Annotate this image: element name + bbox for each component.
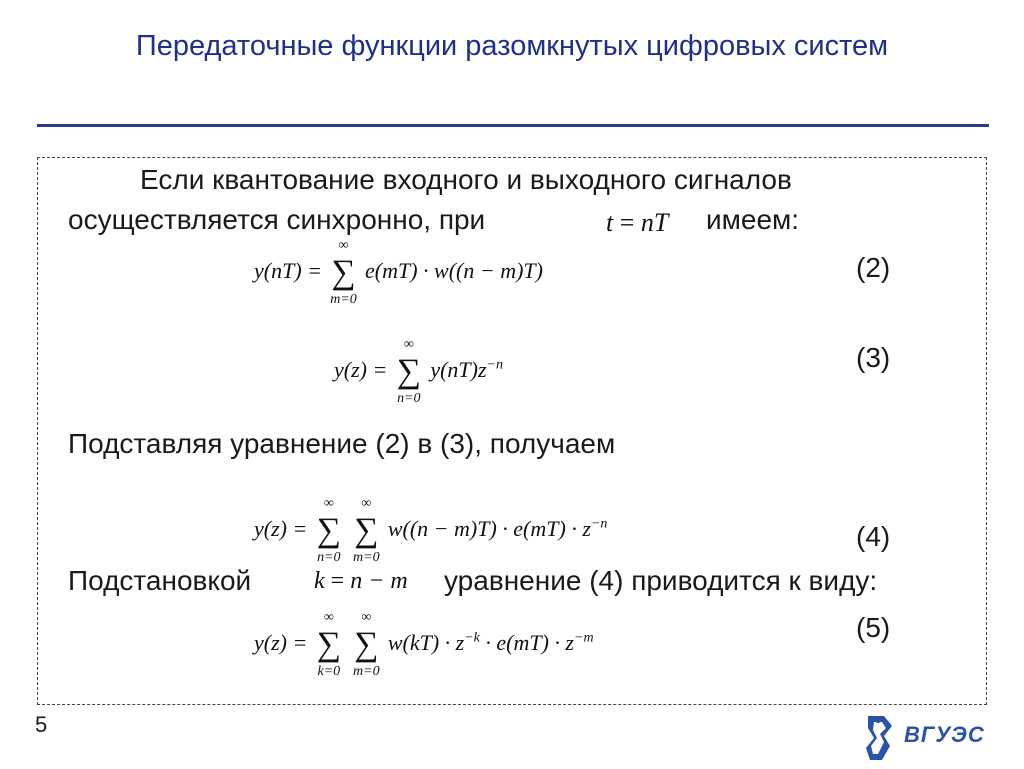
eq2-body: e(mT) · w((n − m)T): [365, 258, 543, 284]
eq2-sum-icon: ∞ ∑ m=0: [330, 238, 357, 307]
condition-rhs: nT: [640, 208, 669, 237]
eq5-lhs: y(z) =: [254, 630, 308, 656]
eq4-body: w((n − m)T) · e(mT) · z: [387, 516, 591, 542]
eq5-body-1: w(kT) · z: [387, 630, 465, 656]
equation-5: [254, 610, 594, 679]
paragraph-3-end: уравнение (4) приводится к виду:: [444, 565, 878, 596]
equation-4: [254, 496, 608, 565]
equation-3: [334, 337, 503, 406]
condition-lhs: t: [606, 208, 614, 237]
paragraph-3-start: Подстановкой: [68, 565, 252, 596]
equation-5-number: (5): [856, 612, 891, 643]
eq5-exponent-1: −k: [464, 630, 480, 646]
eq2-lhs: y(nT) =: [254, 258, 322, 284]
paragraph-2: Подставляя уравнение (2) в (3), получаем: [68, 428, 616, 459]
eq5-exponent-2: −m: [574, 630, 594, 646]
eq3-body: y(nT)z: [430, 357, 487, 383]
eq3-sum-icon: ∞ ∑ n=0: [396, 337, 421, 406]
eq4-lhs: y(z) =: [254, 516, 308, 542]
equation-4-number: (4): [856, 521, 891, 552]
eq3-exponent: −n: [486, 357, 503, 373]
equation-2: [254, 238, 543, 307]
eq5-sum-1-icon: ∞ ∑ k=0: [316, 610, 341, 679]
condition-formula: t = nT: [606, 208, 669, 237]
university-logo: [862, 712, 992, 764]
title-divider: [37, 124, 989, 127]
eq3-lhs: y(z) =: [334, 357, 388, 383]
slide-title: Передаточные функции разомкнутых цифровых систем: [135, 30, 889, 62]
page-number: 5: [35, 712, 48, 737]
eq4-sum-2-icon: ∞ ∑ m=0: [353, 496, 380, 565]
substitution-lhs: k: [314, 568, 325, 594]
equation-2-number: (2): [856, 252, 891, 283]
logo-text: ВГУЭС: [904, 722, 985, 747]
equation-3-number: (3): [856, 342, 891, 373]
substitution-rhs: n − m: [350, 568, 408, 594]
eq5-body-2: · e(mT) · z: [485, 630, 574, 656]
substitution-formula: k = n − m: [314, 568, 408, 594]
university-emblem-icon: [862, 712, 902, 764]
paragraph-1-line-2: осуществляется синхронно, при: [68, 204, 486, 235]
eq4-exponent: −n: [590, 516, 608, 532]
eq4-sum-1-icon: ∞ ∑ n=0: [316, 496, 341, 565]
eq5-sum-2-icon: ∞ ∑ m=0: [353, 610, 380, 679]
paragraph-1-line-1: Если квантование входного и выходного сигналов: [140, 164, 792, 195]
paragraph-1-line-2-end: имеем:: [706, 204, 800, 235]
